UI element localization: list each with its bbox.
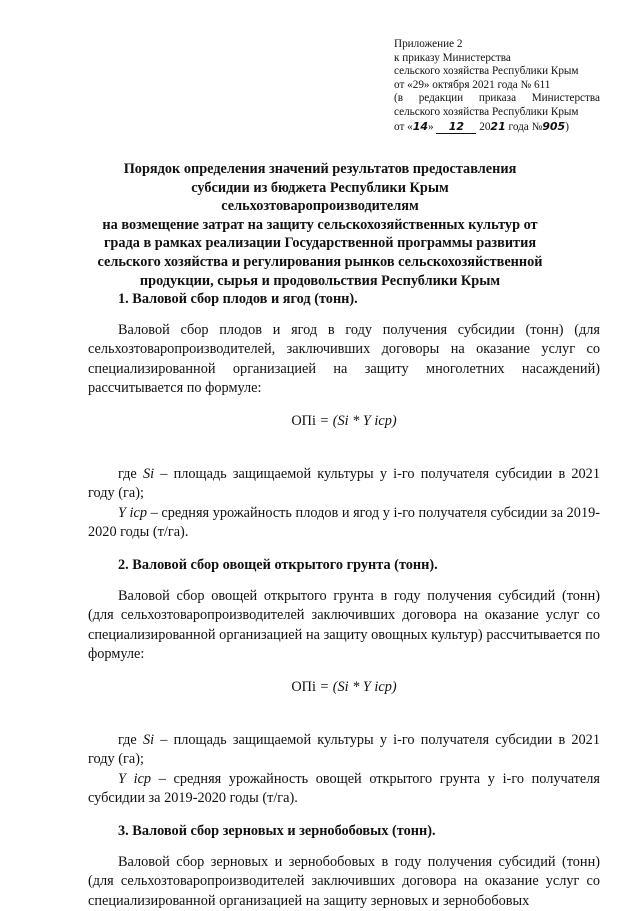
variable-name: Si [142,732,155,749]
variable-text: – средняя урожайность плодов и ягод у i-го получателя субсидии за 2019-2020 годы (т/га). [88,504,601,540]
title-line: продукции, сырья и продовольствия Республики Крым [139,272,501,289]
title-line: града в рамках реализации Государственной программы развития [103,235,537,252]
header-line: от «29» октября 2021 года № 611 [394,78,551,91]
section-paragraph: Валовой сбор плодов и ягод в году получения субсидии (тонн) (для сельхозтоваропроизводителей, заключивших договоры на оказание услуг со специализированной организацией на защиту многолетних насаждений) рассчитывается по формуле: [88,322,600,396]
title-line: сельского хозяйства и регулирования рынков сельскохозяйственной [97,253,543,270]
variable-text: – средняя урожайность овощей открытого грунта у i-го получателя субсидии за 2019-2020 годы (т/га). [88,770,600,806]
handwritten-number: 905 [542,119,566,133]
header-line: к приказу Министерства [394,51,511,64]
section-heading: 2. Валовой сбор овощей открытого грунта (тонн). [118,557,438,574]
amendment-suffix: года № [505,120,543,133]
handwritten-day: 14 [412,119,429,133]
header-line: сельского хозяйства Республики Крым [394,65,579,78]
document-body [88,290,600,911]
amendment-close: ) [565,120,569,133]
variable-name: Y icp [118,770,152,787]
header-line: сельского хозяйства Республики Крым [394,105,579,118]
handwritten-month: 12 [436,120,476,135]
variable-name: Si [142,466,155,483]
title-line: субсидии из бюджета Республики Крым сельхозтоваропроизводителям [191,179,449,215]
section-heading: 1. Валовой сбор плодов и ягод (тонн). [118,291,358,307]
title-line: Порядок определения значений результатов предоставления [123,161,517,177]
variable-text: – площадь защищаемой культуры у i-го получателя субсидии в 2021 году (га); [88,466,600,502]
section-heading: 3. Валовой сбор зерновых и зернобобовых (тонн). [118,823,436,840]
section-paragraph: Валовой сбор зерновых и зернобобовых в году получения субсидий (тонн) (для сельхозтоваропроизводителей заключивших договора на оказание услуг со специализированной организацией на защиту зерновых и зернобобовых [88,854,600,909]
header-line: Приложение 2 [394,38,463,50]
section-paragraph: Валовой сбор овощей открытого грунта в году получения субсидий (тонн) (для сельхозтоваропроизводителей заключивших договора на оказание услуг со специализированной организацией на защиту овощных культур) рассчитывается по формуле: [88,588,600,662]
formula-variable-description [88,770,600,808]
document-title [96,160,544,290]
title-line: на возмещение затрат на защиту сельскохозяйственных культур от [102,216,538,233]
formula [88,412,600,431]
handwritten-year: 21 [490,119,506,133]
formula-rhs: = (Si * Y icp) [315,413,397,430]
header-line: (в редакции приказа Министерства [394,92,600,105]
formula-variable-description: где Si – площадь защищаемой культуры у i-го получателя субсидии в 2021 году (га); [88,732,600,768]
formula-variable-description [88,504,600,542]
amendment-sep: 20 [476,120,491,133]
formula [88,678,600,697]
formula-variable-description: где Si – площадь защищаемой культуры у i-го получателя субсидии в 2021 году (га); [88,466,600,502]
amendment-sep: » [428,120,437,133]
formula-rhs: = (Si * Y icp) [315,679,397,696]
formula-lhs: ОПi [291,413,316,430]
appendix-header [394,38,600,134]
header-amendment-line [394,120,600,135]
formula-lhs: ОПi [291,679,316,696]
variable-name: Y icp [118,504,148,521]
amendment-prefix: от « [394,120,413,133]
variable-text: – площадь защищаемой культуры у i-го получателя субсидии в 2021 году (га); [88,732,600,768]
